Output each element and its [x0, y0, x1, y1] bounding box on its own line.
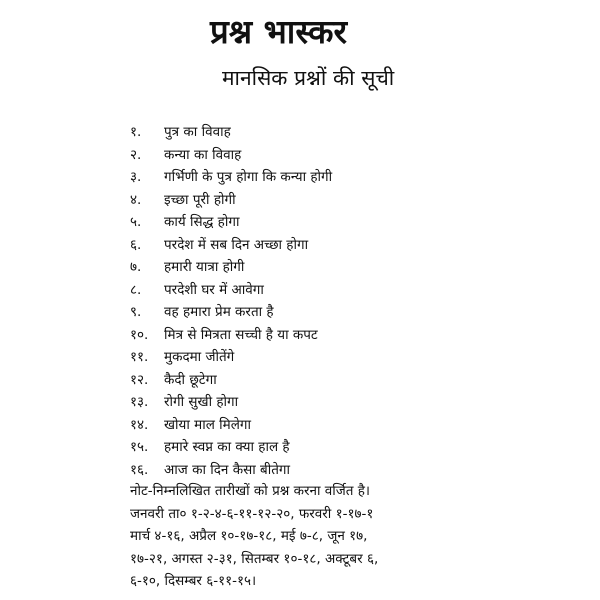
item-number: ५. — [130, 214, 142, 230]
list-item — [130, 414, 600, 437]
item-text: कन्या का विवाह — [164, 146, 242, 163]
item-text: रोगी सुखी होगा — [164, 394, 239, 410]
item-text: खोया माल मिलेगा — [164, 416, 251, 433]
item-number: २. — [130, 146, 142, 163]
item-text: मुकदमा जीतेंगे — [164, 349, 235, 365]
item-number: १५. — [130, 439, 149, 455]
item-text: हमारी यात्रा होगी — [164, 259, 245, 275]
page-title: प्रश्न भास्कर — [210, 12, 348, 51]
list-item — [130, 144, 600, 167]
list-item — [130, 211, 600, 234]
item-number: ७. — [130, 259, 142, 275]
item-number: ८. — [130, 281, 142, 298]
item-text: परदेश में सब दिन अच्छा होगा — [164, 236, 309, 253]
item-text: इच्छा पूरी होगी — [164, 191, 236, 208]
list-item — [130, 391, 600, 414]
list-item — [130, 301, 600, 324]
note-line: १७-२१, अगस्त २-३१, सितम्बर १०-१८, अक्टूबर ६, — [130, 550, 379, 567]
item-text: हमारे स्वप्न का क्या हाल है — [164, 439, 290, 455]
item-text: पुत्र का विवाह — [164, 124, 231, 140]
item-number: १६. — [130, 461, 149, 478]
list-item — [130, 256, 600, 279]
list-item — [130, 279, 600, 302]
question-list — [130, 121, 600, 481]
item-number: ६. — [130, 236, 142, 253]
item-number: ९. — [130, 304, 142, 320]
item-text: मित्र से मित्रता सच्ची है या कपट — [164, 326, 318, 343]
list-item — [130, 121, 600, 144]
list-item — [130, 369, 600, 392]
item-number: ३. — [130, 169, 142, 185]
note-line: ६-१०, दिसम्बर ६-११-१५। — [130, 573, 257, 589]
item-number: १३. — [130, 394, 149, 410]
list-item — [130, 189, 600, 212]
list-item — [130, 346, 600, 369]
list-item — [130, 436, 600, 459]
list-item — [130, 234, 600, 257]
note-paragraph — [130, 480, 600, 593]
item-text: कार्य सिद्ध होगा — [164, 214, 240, 230]
item-number: १०. — [130, 326, 149, 343]
item-number: १२. — [130, 371, 149, 388]
item-number: ४. — [130, 191, 142, 208]
item-text: आज का दिन कैसा बीतेगा — [164, 461, 290, 478]
list-item — [130, 459, 600, 482]
list-item — [130, 324, 600, 347]
item-text: कैदी छूटेगा — [164, 371, 217, 388]
note-line: जनवरी ता० १-२-४-६-११-१२-२०, फरवरी १-१७-१ — [130, 505, 374, 522]
item-number: १. — [130, 124, 142, 140]
page-subtitle: मानसिक प्रश्नों की सूची — [222, 66, 395, 90]
item-number: ११. — [130, 349, 149, 365]
item-number: १४. — [130, 416, 149, 433]
note-line: मार्च ४-१६, अप्रैल १०-१७-१८, मई ७-८, जून १७, — [130, 528, 368, 544]
item-text: वह हमारा प्रेम करता है — [164, 304, 274, 320]
item-text: परदेशी घर में आवेगा — [164, 281, 264, 298]
item-text: गर्भिणी के पुत्र होगा कि कन्या होगी — [164, 169, 333, 185]
note-line: नोट-निम्नलिखित तारीखों को प्रश्न करना वर्जित है। — [130, 483, 371, 499]
list-item — [130, 166, 600, 189]
